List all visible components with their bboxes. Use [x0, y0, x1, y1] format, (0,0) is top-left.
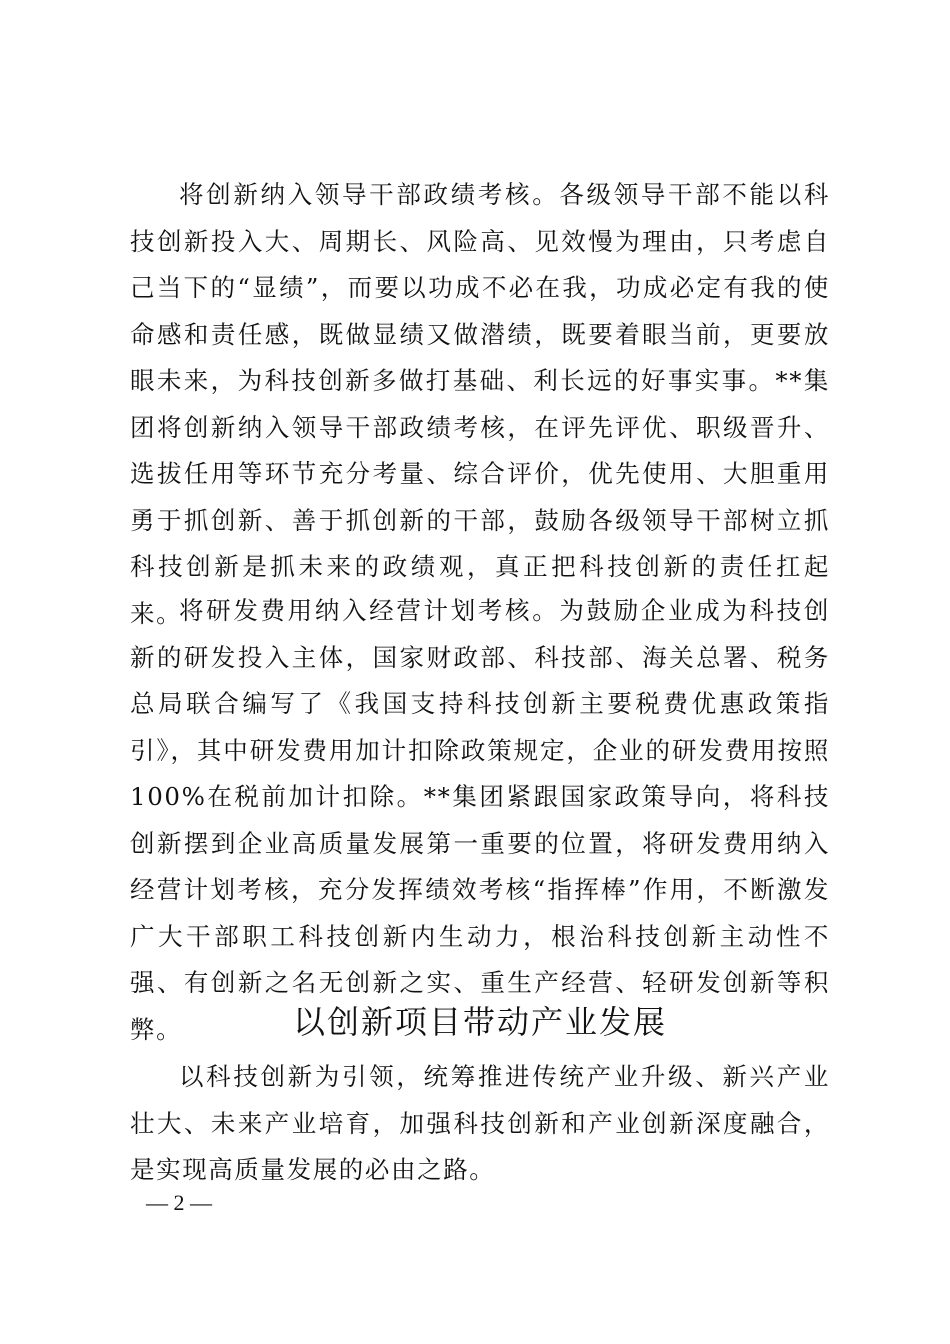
- body-paragraph-2: 将研发费用纳入经营计划考核。为鼓励企业成为科技创新的研发投入主体，国家财政部、科技部、海关总署、税务总局联合编写了《我国支持科技创新主要税费优惠政策指引》，其中研发费用加计扣除政策规定，企业的研发费用按照100%在税前加计扣除。**集团紧跟国家政策导向，将科技创新摆到企业高质量发展第一重要的位置，将研发费用纳入经营计划考核，充分发挥绩效考核“指挥棒”作用，不断激发广大干部职工科技创新内生动力，根治科技创新主动性不强、有创新之名无创新之实、重生产经营、轻研发创新等积弊。: [130, 596, 830, 1044]
- body-paragraph-3: 以科技创新为引领，统筹推进传统产业升级、新兴产业壮大、未来产业培育，加强科技创新和产业创新深度融合，是实现高质量发展的必由之路。: [130, 1062, 830, 1184]
- page-number: — 2 —: [146, 1190, 212, 1215]
- section-heading: 以创新项目带动产业发展: [292, 1003, 667, 1041]
- body-paragraph-1: 将创新纳入领导干部政绩考核。各级领导干部不能以科技创新投入大、周期长、风险高、见效慢为理由，只考虑自己当下的“显绩”，而要以功成不必在我，功成必定有我的使命感和责任感，既做显绩又做潜绩，既要着眼当前，更要放眼未来，为科技创新多做打基础、利长远的好事实事。**集团将创新纳入领导干部政绩考核，在评先评优、职级晋升、选拔任用等环节充分考量、综合评价，优先使用、大胆重用勇于抓创新、善于抓创新的干部，鼓励各级领导干部树立抓科技创新是抓未来的政绩观，真正把科技创新的责任扛起来。: [130, 180, 830, 628]
